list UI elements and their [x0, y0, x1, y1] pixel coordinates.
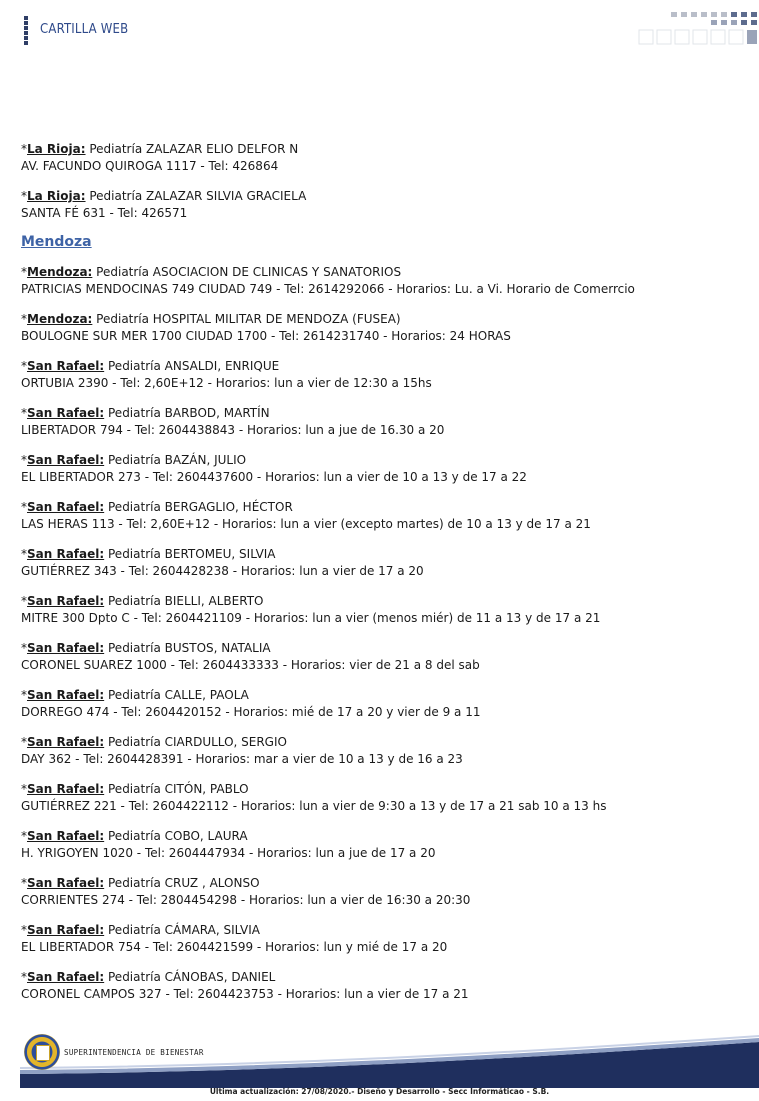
- provider-location: San Rafael:: [27, 923, 105, 937]
- provider-entry: [21, 358, 741, 392]
- page-header: [0, 0, 759, 60]
- provider-location: Mendoza:: [27, 265, 93, 279]
- provider-name: Pediatría BIELLI, ALBERTO: [108, 594, 264, 608]
- provider-location: San Rafael:: [27, 876, 105, 890]
- provider-location: San Rafael:: [27, 735, 105, 749]
- provider-line: *San Rafael: Pediatría ANSALDI, ENRIQUE: [21, 359, 280, 373]
- provider-entry: [21, 875, 741, 909]
- provider-line: *San Rafael: Pediatría CÁMARA, SILVIA: [21, 923, 260, 937]
- provider-name: Pediatría ANSALDI, ENRIQUE: [108, 359, 280, 373]
- provider-entry: [21, 264, 741, 298]
- province-heading: Mendoza: [21, 234, 92, 250]
- footer-band-decoration: [20, 1030, 759, 1088]
- provider-address: BOULOGNE SUR MER 1700 CIUDAD 1700 - Tel: 2614231740 - Horarios: 24 HORAS: [21, 329, 511, 343]
- provider-location: San Rafael:: [27, 782, 105, 796]
- provider-entry: [21, 922, 741, 956]
- provider-line: *San Rafael: Pediatría BIELLI, ALBERTO: [21, 594, 264, 608]
- provider-entry: [21, 828, 741, 862]
- provider-address: H. YRIGOYEN 1020 - Tel: 2604447934 - Horarios: lun a jue de 17 a 20: [21, 846, 436, 860]
- provider-address: CORRIENTES 274 - Tel: 2804454298 - Horarios: lun a vier de 16:30 a 20:30: [21, 893, 471, 907]
- header-decoration-icon: [637, 10, 759, 50]
- provider-entry: [21, 452, 741, 486]
- provider-name: Pediatría CITÓN, PABLO: [108, 782, 249, 796]
- provider-address: SANTA FÉ 631 - Tel: 426571: [21, 206, 188, 220]
- provider-location: Mendoza:: [27, 312, 93, 326]
- provider-name: Pediatría CRUZ , ALONSO: [108, 876, 260, 890]
- provider-name: Pediatría BERGAGLIO, HÉCTOR: [108, 500, 293, 514]
- provider-entry: [21, 546, 741, 580]
- provider-location: San Rafael:: [27, 500, 105, 514]
- provider-line: *San Rafael: Pediatría BARBOD, MARTÍN: [21, 406, 270, 420]
- provider-location: San Rafael:: [27, 688, 105, 702]
- provider-name: Pediatría CÁNOBAS, DANIEL: [108, 970, 276, 984]
- provider-entry: [21, 687, 741, 721]
- provider-entry: [21, 640, 741, 674]
- provider-address: CORONEL CAMPOS 327 - Tel: 2604423753 - Horarios: lun a vier de 17 a 21: [21, 987, 469, 1001]
- provider-line: *San Rafael: Pediatría BAZÁN, JULIO: [21, 453, 247, 467]
- provider-location: San Rafael:: [27, 406, 105, 420]
- provider-location: San Rafael:: [27, 547, 105, 561]
- provider-name: Pediatría BAZÁN, JULIO: [108, 453, 247, 467]
- provider-entry: [21, 405, 741, 439]
- provider-name: Pediatría ASOCIACION DE CLINICAS Y SANATORIOS: [96, 265, 402, 279]
- provider-line: *San Rafael: Pediatría CIARDULLO, SERGIO: [21, 735, 287, 749]
- provider-address: ORTUBIA 2390 - Tel: 2,60E+12 - Horarios: lun a vier de 12:30 a 15hs: [21, 376, 432, 390]
- provider-name: Pediatría COBO, LAURA: [108, 829, 248, 843]
- provider-line: *Mendoza: Pediatría HOSPITAL MILITAR DE MENDOZA (FUSEA): [21, 312, 401, 326]
- directory-listing: [21, 141, 741, 1016]
- provider-line: *Mendoza: Pediatría ASOCIACION DE CLINICAS Y SANATORIOS: [21, 265, 402, 279]
- provider-address: DORREGO 474 - Tel: 2604420152 - Horarios: mié de 17 a 20 y vier de 9 a 11: [21, 705, 481, 719]
- provider-name: Pediatría BARBOD, MARTÍN: [108, 406, 270, 420]
- provider-line: *San Rafael: Pediatría BERGAGLIO, HÉCTOR: [21, 500, 293, 514]
- header-accent-bar: [24, 16, 28, 46]
- provider-address: LIBERTADOR 794 - Tel: 2604438843 - Horarios: lun a jue de 16.30 a 20: [21, 423, 445, 437]
- provider-line: *La Rioja: Pediatría ZALAZAR ELIO DELFOR N: [21, 142, 299, 156]
- provider-name: Pediatría CIARDULLO, SERGIO: [108, 735, 287, 749]
- provider-name: Pediatría ZALAZAR ELIO DELFOR N: [89, 142, 299, 156]
- provider-name: Pediatría BUSTOS, NATALIA: [108, 641, 271, 655]
- provider-address: MITRE 300 Dpto C - Tel: 2604421109 - Horarios: lun a vier (menos miér) de 11 a 13 y de 17 a 21: [21, 611, 601, 625]
- provider-location: San Rafael:: [27, 829, 105, 843]
- provider-location: San Rafael:: [27, 970, 105, 984]
- provider-entry: [21, 311, 741, 345]
- provider-line: *San Rafael: Pediatría BUSTOS, NATALIA: [21, 641, 271, 655]
- provider-name: Pediatría HOSPITAL MILITAR DE MENDOZA (FUSEA): [96, 312, 401, 326]
- provider-location: La Rioja:: [27, 142, 86, 156]
- provider-address: LAS HERAS 113 - Tel: 2,60E+12 - Horarios: lun a vier (excepto martes) de 10 a 13 y de 17 a 21: [21, 517, 591, 531]
- organization-logo: [24, 1034, 60, 1070]
- provider-location: San Rafael:: [27, 594, 105, 608]
- provider-location: San Rafael:: [27, 453, 105, 467]
- provider-line: *San Rafael: Pediatría CÁNOBAS, DANIEL: [21, 970, 276, 984]
- provider-location: San Rafael:: [27, 641, 105, 655]
- provider-line: *San Rafael: Pediatría CALLE, PAOLA: [21, 688, 249, 702]
- provider-entry: [21, 188, 741, 222]
- provider-address: EL LIBERTADOR 273 - Tel: 2604437600 - Horarios: lun a vier de 10 a 13 y de 17 a 22: [21, 470, 527, 484]
- provider-line: *San Rafael: Pediatría COBO, LAURA: [21, 829, 248, 843]
- page-footer: [0, 1030, 759, 1101]
- provider-line: *San Rafael: Pediatría CRUZ , ALONSO: [21, 876, 260, 890]
- provider-name: Pediatría ZALAZAR SILVIA GRACIELA: [89, 189, 307, 203]
- provider-entry: [21, 781, 741, 815]
- provider-address: GUTIÉRREZ 221 - Tel: 2604422112 - Horarios: lun a vier de 9:30 a 13 y de 17 a 21 sab 10 a 13 hs: [21, 799, 607, 813]
- shield-icon: [36, 1045, 50, 1061]
- last-update-note: Ultima actualización: 27/08/2020.- Diseño y Desarrollo - Secc Informáticao - S.B.: [209, 1087, 550, 1096]
- organization-name: SUPERINTENDENCIA DE BIENESTAR: [64, 1048, 204, 1057]
- provider-entry: [21, 734, 741, 768]
- provider-name: Pediatría CALLE, PAOLA: [108, 688, 249, 702]
- provider-name: Pediatría BERTOMEU, SILVIA: [108, 547, 276, 561]
- provider-line: *La Rioja: Pediatría ZALAZAR SILVIA GRACIELA: [21, 189, 307, 203]
- provider-entry: [21, 141, 741, 175]
- provider-name: Pediatría CÁMARA, SILVIA: [108, 923, 260, 937]
- page-title: CARTILLA WEB: [40, 22, 129, 37]
- provider-address: PATRICIAS MENDOCINAS 749 CIUDAD 749 - Tel: 2614292066 - Horarios: Lu. a Vi. Horario de Comerrcio: [21, 282, 635, 296]
- provider-address: DAY 362 - Tel: 2604428391 - Horarios: mar a vier de 10 a 13 y de 16 a 23: [21, 752, 463, 766]
- provider-entry: [21, 969, 741, 1003]
- provider-location: La Rioja:: [27, 189, 86, 203]
- provider-address: GUTIÉRREZ 343 - Tel: 2604428238 - Horarios: lun a vier de 17 a 20: [21, 564, 424, 578]
- provider-line: *San Rafael: Pediatría BERTOMEU, SILVIA: [21, 547, 276, 561]
- provider-location: San Rafael:: [27, 359, 105, 373]
- provider-address: CORONEL SUAREZ 1000 - Tel: 2604433333 - Horarios: vier de 21 a 8 del sab: [21, 658, 480, 672]
- provider-entry: [21, 499, 741, 533]
- provider-entry: [21, 593, 741, 627]
- provider-address: AV. FACUNDO QUIROGA 1117 - Tel: 426864: [21, 159, 279, 173]
- provider-address: EL LIBERTADOR 754 - Tel: 2604421599 - Horarios: lun y mié de 17 a 20: [21, 940, 448, 954]
- provider-line: *San Rafael: Pediatría CITÓN, PABLO: [21, 782, 249, 796]
